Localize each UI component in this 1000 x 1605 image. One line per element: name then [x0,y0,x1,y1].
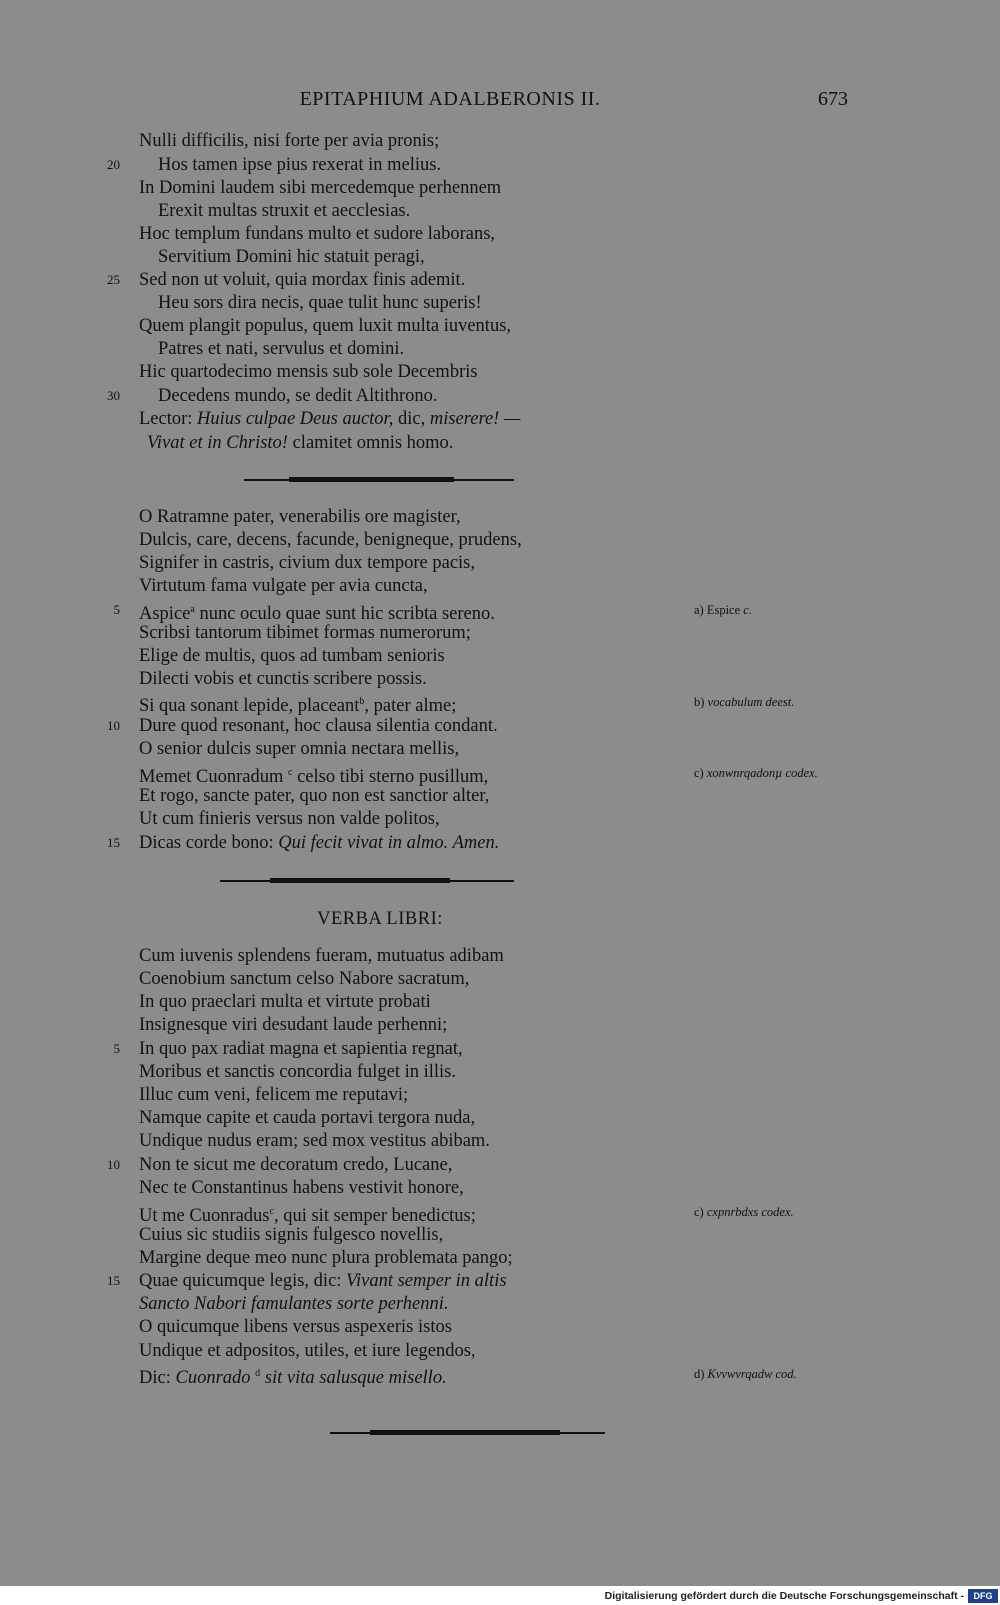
verse-line: Coenobium sanctum celso Nabore sacratum, [139,969,470,989]
footnote: a) Espice c. [694,603,752,617]
verse-line: Memet Cuonradum $^c$ celso tibi sterno pusillum, c) xonwnrqadonµ codex. [0,761,1000,785]
footnote-mark: b [359,696,365,707]
verse-line: Quem plangit populus, quem luxit multa iuventus, [139,316,512,336]
verse-line: Undique nudus eram; sed mox vestitus abibam. [139,1131,490,1151]
verse-line: Erexit multas struxit et aecclesias. [158,201,411,221]
verse-line: 5 Aspice$^a$ nunc oculo quae sunt hic scribta sereno. a) Espice c. [0,598,1000,622]
verse-line: 25 Sed non ut voluit, quia mordax finis ademit. [0,268,1000,292]
footnote: b) vocabulum deest. [694,695,795,709]
verse-line: Cum iuvenis splendens fueram, mutuatus adibam [139,946,504,966]
verse-line: Servitium Domini hic statuit peragi, [158,247,425,267]
verse-line: In quo praeclari multa et virtute probati [139,992,431,1012]
verse-line: Scribsi tantorum tibimet formas numerorum; [139,623,471,643]
verse-line: Insignesque viri desudant laude perhenni; [139,1015,448,1035]
verse-line: Ut cum finieris versus non valde politos, [139,809,440,829]
verse-line: 30 Decedens mundo, se dedit Altithrono. [0,384,1000,408]
section-divider [330,1432,605,1434]
verse-line: Margine deque meo nunc plura problemata pango; [139,1248,513,1268]
footnote-mark: d [255,1368,261,1379]
verse-line: Dilecti vobis et cunctis scribere possis. [139,669,427,689]
line-number: 10 [107,718,120,733]
verse-line: Elige de multis, quos ad tumbam senioris [139,646,445,666]
verse-line: Moribus et sanctis concordia fulget in illis. [139,1062,457,1082]
section-divider [220,880,514,882]
line-number: 5 [113,602,120,617]
verse-line: Dic: Cuonrado $^d$ sit vita salusque misello. d) Kvvwvrqadw cod. [0,1362,1000,1386]
verse-line: Namque capite et cauda portavi tergora nuda, [139,1108,476,1128]
verse-line: O quicumque libens versus aspexeris istos [139,1317,452,1337]
footnote: c) cxpnrbdxs codex. [694,1205,794,1219]
verse-line: 20 Hos tamen ipse pius rexerat in melius. [0,153,1000,177]
verse-line: Illuc cum veni, felicem me reputavi; [139,1085,409,1105]
verse-line: Nulli difficilis, nisi forte per avia pronis; [139,131,440,151]
verse-line: In Domini laudem sibi mercedemque perhennem [139,178,502,198]
footnote-mark: c [269,1206,274,1217]
verse-line: Signifer in castris, civium dux tempore pacis, [139,553,476,573]
footer-bar [0,1588,1000,1605]
line-number: 20 [107,157,120,172]
verse-line: O senior dulcis super omnia nectara mellis, [139,739,460,759]
verse-line: Hic quartodecimo mensis sub sole Decembris [139,362,478,382]
footnote: c) xonwnrqadonµ codex. [694,766,818,780]
verse-line: 5 In quo pax radiat magna et sapientia regnat, [0,1037,1000,1061]
verse-line: Heu sors dira necis, quae tulit hunc superis! [158,293,482,313]
verse-line: 10 Non te sicut me decoratum credo, Lucane, [0,1153,1000,1177]
line-number: 5 [113,1041,120,1056]
verse-line: Patres et nati, servulus et domini. [158,339,405,359]
verse-line: 15 Quae quicumque legis, dic: Vivant semper in altis [0,1269,1000,1293]
footnote-mark: a [190,604,195,615]
line-number: 15 [107,1273,120,1288]
verse-line: Cuius sic studiis signis fulgesco novellis, [139,1225,444,1245]
footnote: d) Kvvwvrqadw cod. [694,1367,797,1381]
verse-line: Virtutum fama vulgate per avia cuncta, [139,576,428,596]
footnote-mark: c [288,767,293,778]
verse-line: Dulcis, care, decens, facunde, benigneque, prudens, [139,530,522,550]
page-number: 673 [818,88,848,110]
verse-line: 10 Dure quod resonant, hoc clausa silentia condant. [0,714,1000,738]
dfg-logo: DFG [968,1589,998,1603]
verse-line: Lector: Huius culpae Deus auctor, dic, miserere! — [139,409,521,429]
line-number: 15 [107,835,120,850]
section-divider [244,479,514,481]
funding-note: Digitalisierung gefördert durch die Deutsche Forschungsgemeinschaft - [604,1590,964,1602]
verse-line: O Ratramne pater, venerabilis ore magister, [139,507,461,527]
line-number: 25 [107,272,120,287]
verse-line: Undique et adpositos, utiles, et iure legendos, [139,1341,476,1361]
verse-line: Ut me Cuonradus$^c$, qui sit semper benedictus; c) cxpnrbdxs codex. [0,1200,1000,1224]
verse-line: Nec te Constantinus habens vestivit honore, [139,1178,464,1198]
verse-line: Si qua sonant lepide, placeant$^b$, pater alme; b) vocabulum deest. [0,690,1000,714]
line-number: 10 [107,1157,120,1172]
running-title: EPITAPHIUM ADALBERONIS II. [299,88,601,110]
verse-line: Hoc templum fundans multo et sudore laborans, [139,224,496,244]
verse-line: 15 Dicas corde bono: Qui fecit vivat in almo. Amen. [0,831,1000,855]
line-number: 30 [107,388,120,403]
verse-line: Vivat et in Christo! clamitet omnis homo. [147,433,454,453]
verse-line: Et rogo, sancte pater, quo non est sanctior alter, [139,786,490,806]
verse-line: Sancto Nabori famulantes sorte perhenni. [139,1294,449,1314]
section-title: VERBA LIBRI: [317,909,443,929]
